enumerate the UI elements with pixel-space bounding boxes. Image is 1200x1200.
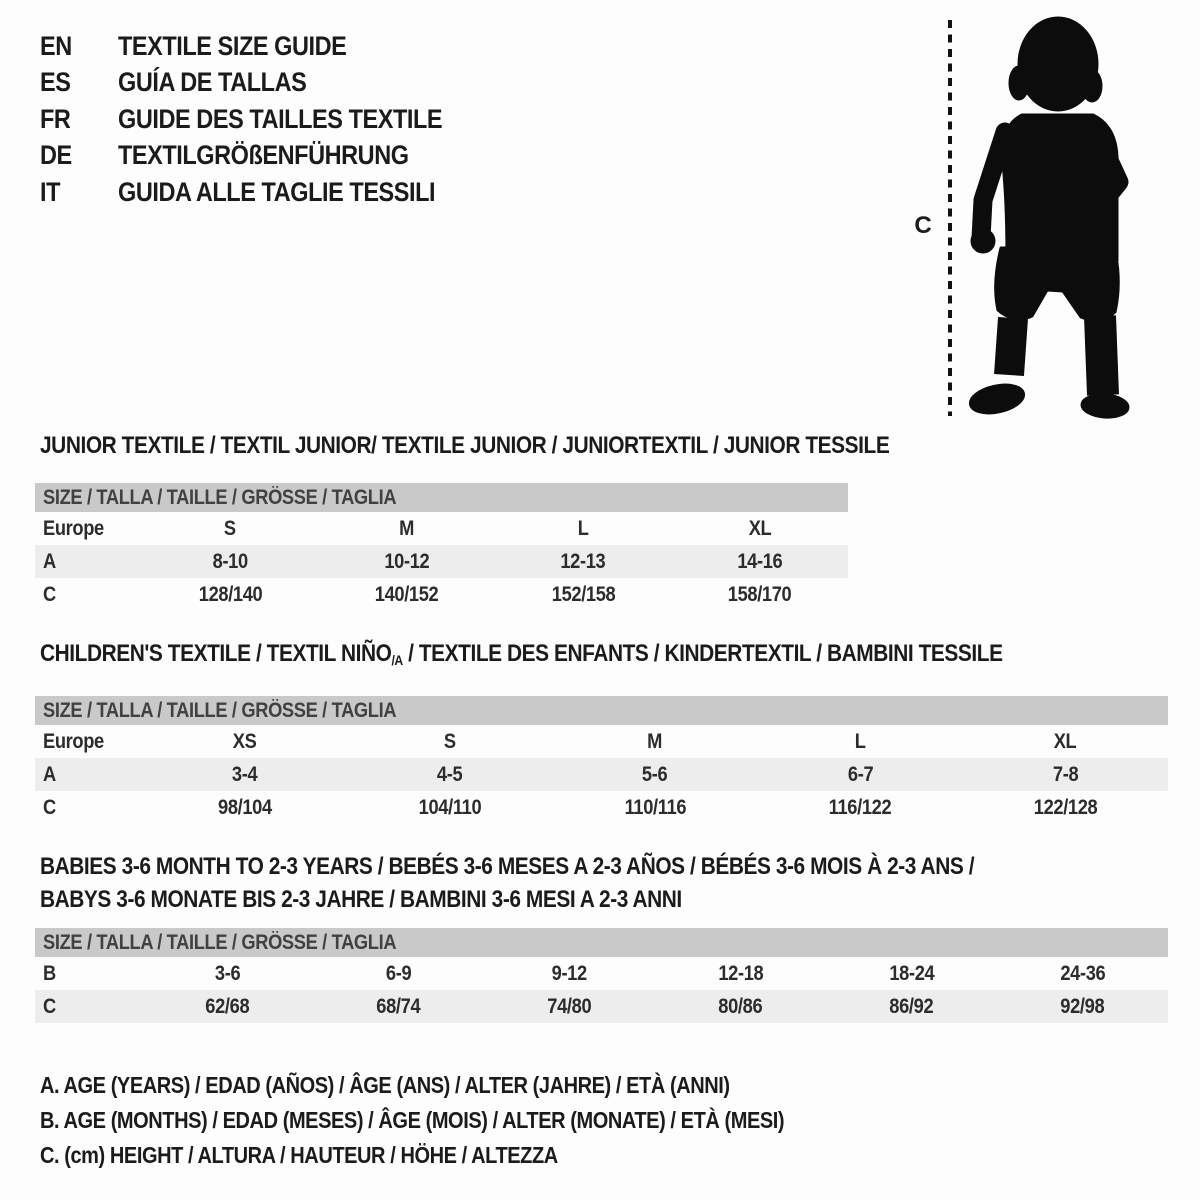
language-title: GUIDE DES TAILLES TEXTILE xyxy=(118,103,443,134)
table-cell: Europe xyxy=(43,516,104,540)
table-cell: 10-12 xyxy=(384,549,430,573)
table-cell: 140/152 xyxy=(374,582,439,606)
size-header-bar: SIZE / TALLA / TAILLE / GRÖSSE / TAGLIA xyxy=(35,928,1168,957)
table-row xyxy=(35,957,1168,990)
table-cell: 3-4 xyxy=(231,762,258,786)
table-cell: 24-36 xyxy=(1060,961,1105,985)
language-code: FR xyxy=(40,103,71,134)
table-row xyxy=(35,545,848,578)
table-row xyxy=(35,791,1168,824)
table-cell: 110/116 xyxy=(624,795,686,819)
table-cell: 104/110 xyxy=(418,795,482,819)
table-row xyxy=(35,578,848,611)
table-row xyxy=(35,758,1168,791)
table-cell: 122/128 xyxy=(1033,795,1098,819)
footnotes xyxy=(40,1068,895,1173)
section-title: CHILDREN'S TEXTILE / TEXTIL NIÑO/A / TEXTILE DES ENFANTS / KINDERTEXTIL / BAMBINI TESSILE xyxy=(40,640,1003,668)
table-cell: 116/122 xyxy=(828,795,892,819)
table-cell: 14-16 xyxy=(737,549,783,573)
table-cell: 152/158 xyxy=(551,582,616,606)
table-cell: L xyxy=(854,729,866,753)
table-cell: L xyxy=(577,516,589,540)
language-code: EN xyxy=(40,30,72,61)
table-cell: Europe xyxy=(43,729,104,753)
language-title: TEXTILE SIZE GUIDE xyxy=(118,30,347,61)
table-cell: XS xyxy=(232,729,257,753)
table-cell: 12-18 xyxy=(718,961,763,985)
table-cell: 3-6 xyxy=(214,961,241,985)
table-cell: M xyxy=(647,729,663,753)
language-title: GUIDA ALLE TAGLIE TESSILI xyxy=(118,176,436,207)
table-cell: 74/80 xyxy=(547,994,592,1018)
table-cell: XL xyxy=(1054,729,1077,753)
table-cell: 128/140 xyxy=(198,582,263,606)
table-cell: XL xyxy=(748,516,772,540)
height-measure-label: C xyxy=(914,212,932,239)
table-cell: M xyxy=(399,516,415,540)
table-cell: 92/98 xyxy=(1060,994,1105,1018)
table-cell: A xyxy=(43,762,56,786)
language-code: DE xyxy=(40,140,72,171)
table-cell: 98/104 xyxy=(217,795,272,819)
size-header-bar: SIZE / TALLA / TAILLE / GRÖSSE / TAGLIA xyxy=(35,483,848,512)
table-cell: B xyxy=(43,961,56,985)
language-title: GUÍA DE TALLAS xyxy=(118,67,307,98)
table-cell: S xyxy=(224,516,237,540)
table-cell: 80/86 xyxy=(718,994,763,1018)
table-cell: A xyxy=(43,549,56,573)
baby-silhouette-icon xyxy=(935,16,1145,420)
table-cell: 18-24 xyxy=(889,961,934,985)
language-header xyxy=(40,28,491,211)
table-cell: 8-10 xyxy=(212,549,248,573)
table-cell: C xyxy=(43,582,56,606)
table-row xyxy=(35,512,848,545)
language-row-es xyxy=(40,65,491,102)
language-code: IT xyxy=(40,176,61,207)
table-cell: 158/170 xyxy=(727,582,792,606)
table-cell: 4-5 xyxy=(437,762,463,786)
section-title: BABIES 3-6 MONTH TO 2-3 YEARS / BEBÉS 3-6 MESES A 2-3 AÑOS / BÉBÉS 3-6 MOIS À 2-3 ANS / BABYS 3-6 MONATE BIS 2-3 JAHRE / BAMBINI 3-6 MESI A 2-3 ANNI xyxy=(40,853,975,913)
table-cell: 6-9 xyxy=(385,961,412,985)
table-cell: S xyxy=(443,729,456,753)
table-cell: 12-13 xyxy=(560,549,606,573)
table-cell: 86/92 xyxy=(889,994,934,1018)
table-cell: 68/74 xyxy=(376,994,421,1018)
table-row xyxy=(35,990,1168,1023)
language-title: TEXTILGRÖßENFÜHRUNG xyxy=(118,140,409,171)
table-cell: 9-12 xyxy=(551,961,588,985)
babies-textile-section xyxy=(35,850,1168,1023)
language-code: ES xyxy=(40,67,71,98)
table-cell: 6-7 xyxy=(847,762,873,786)
language-row-de xyxy=(40,138,491,175)
table-cell: C xyxy=(43,994,56,1018)
table-cell: 5-6 xyxy=(642,762,668,786)
footnote-b: B. AGE (MONTHS) / EDAD (MESES) / ÂGE (MOIS) / ALTER (MONATE) / ETÀ (MESI) xyxy=(40,1107,785,1133)
footnote-a: A. AGE (YEARS) / EDAD (AÑOS) / ÂGE (ANS) / ALTER (JAHRE) / ETÀ (ANNI) xyxy=(40,1072,730,1098)
section-title: JUNIOR TEXTILE / TEXTIL JUNIOR/ TEXTILE JUNIOR / JUNIORTEXTIL / JUNIOR TESSILE xyxy=(40,432,890,459)
table-cell: C xyxy=(43,795,56,819)
junior-textile-section xyxy=(35,432,890,611)
language-row-it xyxy=(40,174,491,211)
footnote-c: C. (cm) HEIGHT / ALTURA / HAUTEUR / HÖHE / ALTEZZA xyxy=(40,1142,558,1168)
table-cell: 7-8 xyxy=(1052,762,1079,786)
table-row xyxy=(35,725,1168,758)
table-cell: 62/68 xyxy=(205,994,250,1018)
children-textile-section xyxy=(35,642,1168,824)
language-row-fr xyxy=(40,101,491,138)
language-row-en xyxy=(40,28,491,65)
size-header-bar: SIZE / TALLA / TAILLE / GRÖSSE / TAGLIA xyxy=(35,696,1168,725)
